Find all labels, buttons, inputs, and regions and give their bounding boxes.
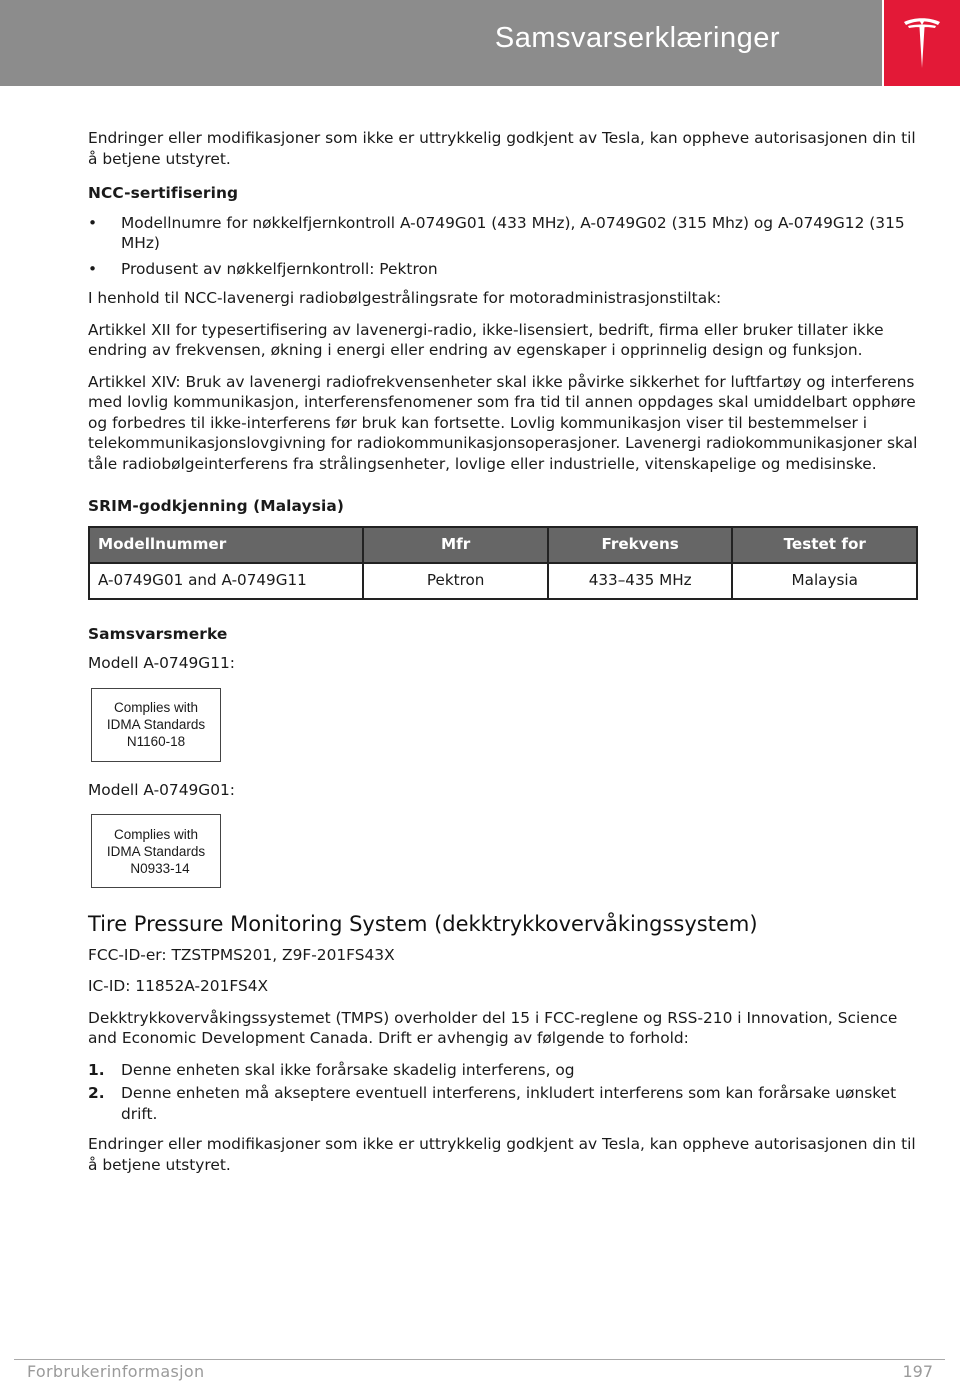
samsvarsmerke-heading: Samsvarsmerke: [88, 624, 228, 643]
ncc-heading: NCC-sertifisering: [88, 184, 239, 202]
table-header-row: [89, 527, 917, 563]
table-cell: 433–435 MHz: [548, 563, 733, 599]
compliance-mark: Complies with IDMA Standards N0933-14: [91, 814, 221, 888]
bullet-icon: •: [88, 259, 98, 278]
page-title: Samsvarserklæringer: [494, 22, 780, 54]
tpms-paragraph: Endringer eller modifikasjoner som ikke er uttrykkelig godkjent av Tesla, kan oppheve autorisasjonen din til å betjene utstyret.: [88, 1135, 916, 1174]
ncc-paragraph: Artikkel XII for typesertifisering av lavenergi-radio, ikke-lisensiert, bedrift, firma eller bruker tillater ikke endring av frekvensen, økning i energi eller endring av egenskaper i opprinnelig design og funksjon.: [88, 320, 884, 359]
column-header: Mfr: [363, 527, 547, 563]
main-content: [88, 128, 918, 1186]
ncc-bullet-list: [88, 213, 918, 280]
model-label: Modell A-0749G11:: [88, 654, 235, 672]
table-row: [89, 563, 917, 599]
table-cell: A-0749G01 and A-0749G11: [89, 563, 363, 599]
srim-heading: SRIM-godkjenning (Malaysia): [88, 497, 344, 515]
tpms-heading: Tire Pressure Monitoring System (dekktrykkovervåkingssystem): [88, 912, 758, 936]
footer-divider: [14, 1359, 945, 1360]
model-label: Modell A-0749G01:: [88, 780, 235, 799]
list-item: • Produsent av nøkkelfjernkontroll: Pektron: [88, 259, 438, 278]
ncc-paragraph: Artikkel XIV: Bruk av lavenergi radiofrekvensenheter skal ikke påvirke sikkerhet for luftfartøy og interferens med lovlig kommunikasjon, interferensfenomener som fra tid til annen oppdages skal umiddelbart opphøre og forbedres til ikke-interferens før bruk kan fortsette. Lovlig kommunikasjon viser til bestemmelser i telekommunikasjonslovgivning for radiokommunikasjonsoperasjoner. Lavenergi radiokommunikasjoner skal tåle radiobølgeinterferens fra strålingsenheter, lovlige eller industrielle, vitenskapelige og medisinske.: [88, 372, 918, 473]
table-cell: Pektron: [363, 563, 547, 599]
column-header: Modellnummer: [89, 527, 363, 563]
footer-section: Forbrukerinformasjon: [27, 1362, 205, 1381]
logo-box: [884, 0, 960, 86]
tpms-condition-list: [88, 1060, 918, 1125]
ic-id: IC-ID: 11852A-201FS4X: [88, 977, 269, 995]
list-item: • Modellnumre for nøkkelfjernkontroll A-0749G01 (433 MHz), A-0749G02 (315 Mhz) og A-0749G12 (315 MHz): [88, 213, 905, 252]
compliance-mark: Complies with IDMA Standards N1160-18: [91, 688, 221, 762]
fcc-id: FCC-ID-er: TZSTPMS201, Z9F-201FS43X: [88, 945, 395, 964]
bullet-icon: •: [88, 213, 98, 232]
header-bar: [0, 0, 882, 86]
column-header: Frekvens: [548, 527, 733, 563]
intro-paragraph: Endringer eller modifikasjoner som ikke er uttrykkelig godkjent av Tesla, kan oppheve autorisasjonen din til å betjene utstyret.: [88, 129, 916, 168]
ncc-paragraph: I henhold til NCC-lavenergi radiobølgestrålingsrate for motoradministrasjonstiltak:: [88, 289, 722, 307]
list-item: 2. Denne enheten må akseptere eventuell interferens, inkludert interferens som kan forårsake uønsket drift.: [88, 1084, 897, 1123]
list-item: 1. Denne enheten skal ikke forårsake skadelig interferens, og: [88, 1060, 575, 1079]
tpms-paragraph: Dekktrykkovervåkingssystemet (TMPS) overholder del 15 i FCC-reglene og RSS-210 i Innovation, Science and Economic Development Canada. Drift er avhengig av følgende to forhold:: [88, 1008, 898, 1047]
column-header: Testet for: [732, 527, 917, 563]
table-cell: Malaysia: [732, 563, 917, 599]
tesla-logo-icon: [902, 16, 942, 70]
srim-table: [88, 526, 918, 600]
page-number: 197: [902, 1362, 933, 1381]
